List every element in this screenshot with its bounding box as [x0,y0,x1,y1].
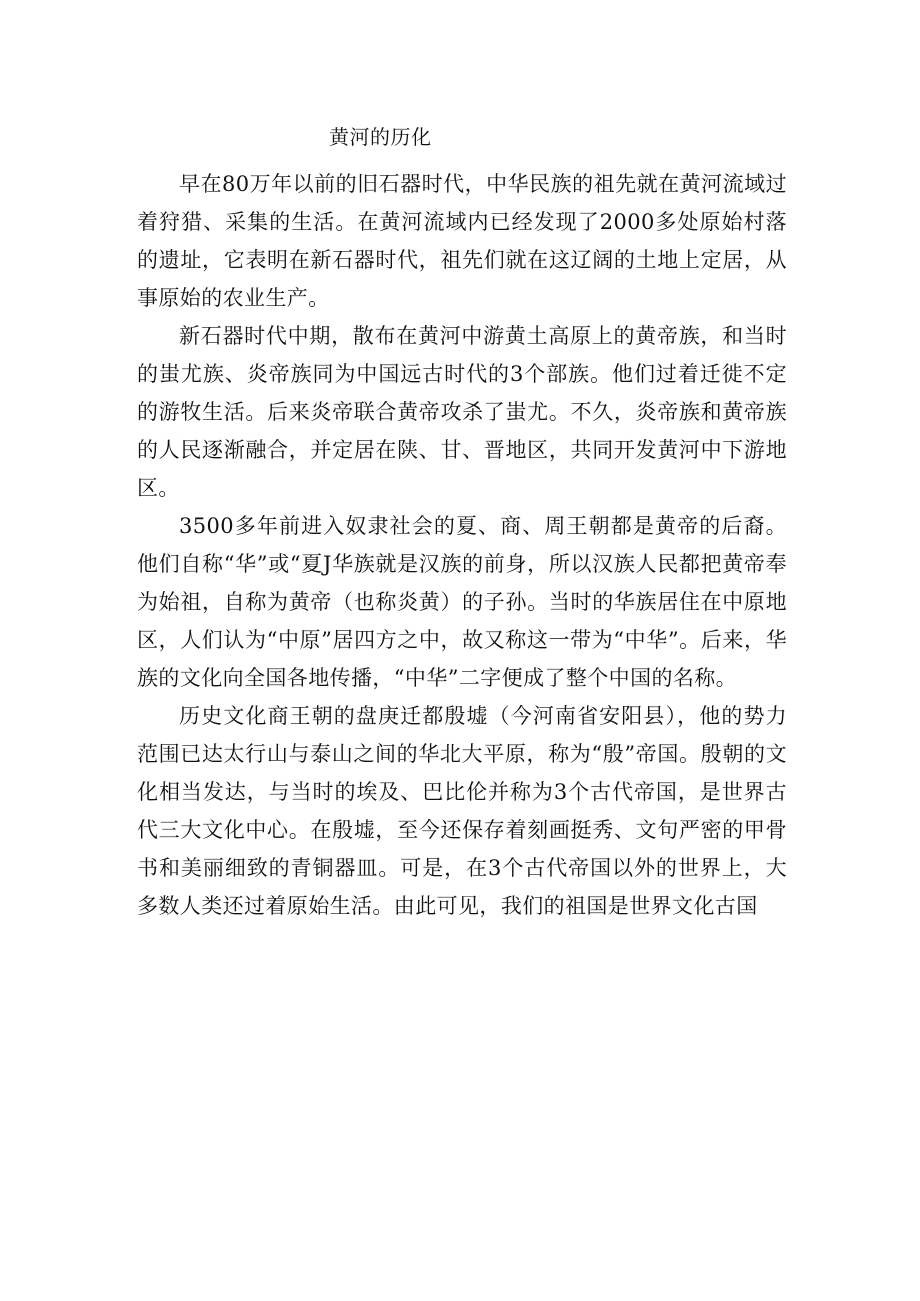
paragraph-1: 早在80万年以前的旧石器时代，中华民族的祖先就在黄河流域过着狩猎、采集的生活。在黄河流域内已经发现了2000多处原始村落的遗址，它表明在新石器时代，祖先们就在这辽阔的土地上定居，从事原始的农业生产。 [137,172,787,310]
paragraph-4: 历史文化商王朝的盘庚迁都殷墟（今河南省安阳县），他的势力范围已达太行山与泰山之间的华北大平原，称为“殷”帝国。殷朝的文化相当发达，与当时的埃及、巴比伦并称为3个古代帝国，是世界古代三大文化中心。在殷墟，至今还保存着刻画挺秀、文句严密的甲骨书和美丽细致的青铜器皿。可是，在3个古代帝国以外的世界上，大多数人类还过着原始生活。由此可见，我们的祖国是世界文化古国 [137,704,787,918]
document-title: 黄河的历化 [329,125,432,149]
document-body [137,165,787,925]
paragraph-2: 新石器时代中期，散布在黄河中游黄土高原上的黄帝族，和当时的蚩尤族、炎帝族同为中国远古时代的3个部族。他们过着迁徙不定的游牧生活。后来炎帝联合黄帝攻杀了蚩尤。不久，炎帝族和黄帝族的人民逐渐融合，并定居在陕、甘、晋地区，共同开发黄河中下游地区。 [137,324,787,500]
paragraph-3: 3500多年前进入奴隶社会的夏、商、周王朝都是黄帝的后裔。他们自称“华”或“夏J华族就是汉族的前身，所以汉族人民都把黄帝奉为始祖，自称为黄帝（也称炎黄）的子孙。当时的华族居住在中原地区，人们认为“中原”居四方之中，故又称这一带为“中华”。后来，华族的文化向全国各地传播，“中华”二字便成了整个中国的名称。 [137,514,787,690]
